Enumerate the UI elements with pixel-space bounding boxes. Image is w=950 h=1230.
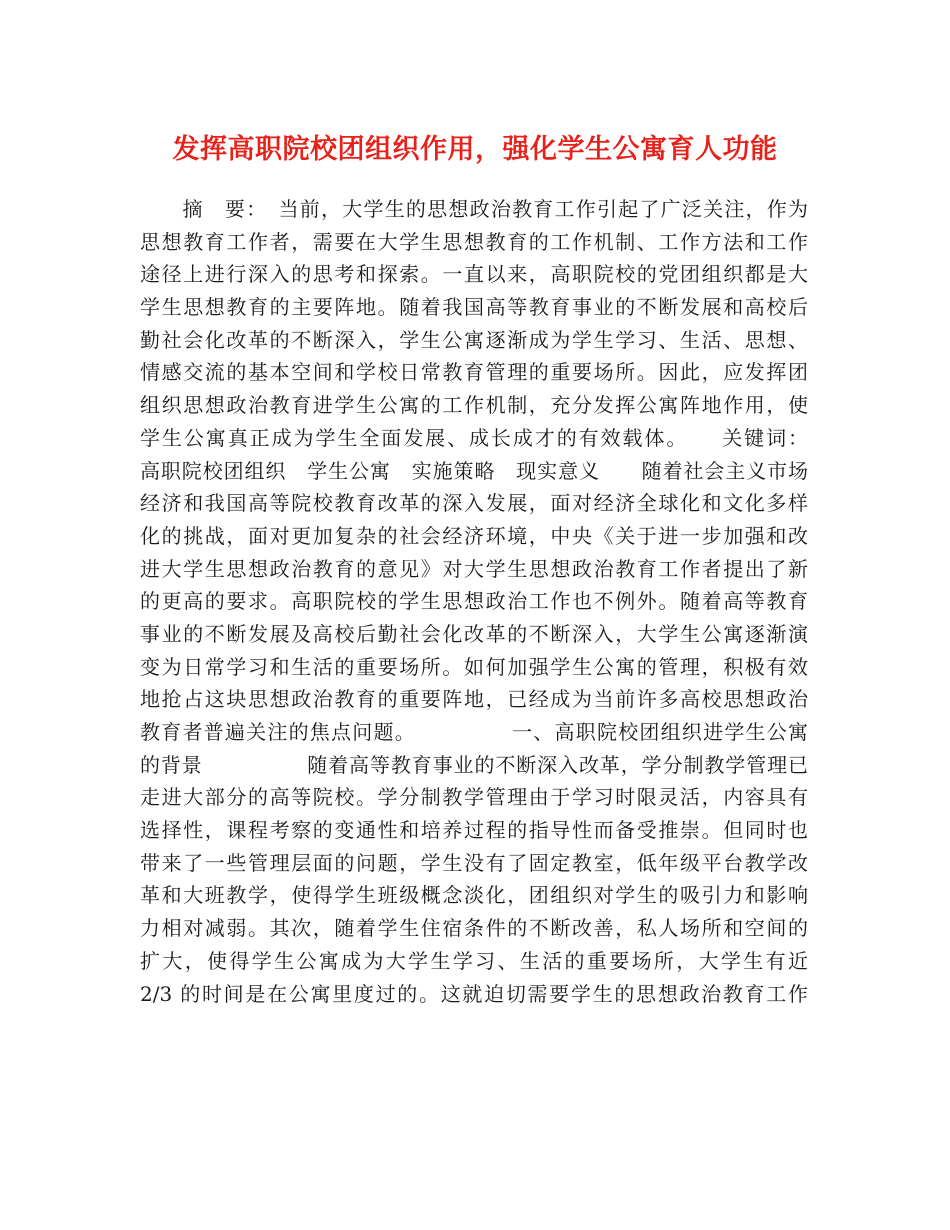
body-line: 革和大班教学，使得学生班级概念淡化，团组织对学生的吸引力和影响 <box>140 883 808 908</box>
body-line: 摘 要： 当前，大学生的思想政治教育工作引起了广泛关注，作为 <box>140 197 808 221</box>
body-line: 化的挑战，面对更加复杂的社会经济环境，中央《关于进一步加强和改 <box>140 523 808 548</box>
body-line: 勤社会化改革的不断深入，学生公寓逐渐成为学生学习、生活、思想、 <box>140 327 808 352</box>
document-body <box>140 193 808 1010</box>
body-line: 学生思想教育的主要阵地。随着我国高等教育事业的不断发展和高校后 <box>140 295 808 320</box>
body-line: 途径上进行深入的思考和探索。一直以来，高职院校的党团组织都是大 <box>140 262 808 287</box>
body-line: 事业的不断发展及高校后勤社会化改革的不断深入，大学生公寓逐渐演 <box>140 621 808 646</box>
body-line: 情感交流的基本空间和学校日常教育管理的重要场所。因此，应发挥团 <box>140 360 808 385</box>
body-line: 2/3 的时间是在公寓里度过的。这就迫切需要学生的思想政治教育工作 <box>140 981 808 1006</box>
body-line: 经济和我国高等院校教育改革的深入发展，面对经济全球化和文化多样 <box>140 491 808 516</box>
body-line: 走进大部分的高等院校。学分制教学管理由于学习时限灵活，内容具有 <box>140 785 808 810</box>
body-line: 的背景 随着高等教育事业的不断深入改革，学分制教学管理已 <box>140 752 808 777</box>
body-line: 选择性，课程考察的变通性和培养过程的指导性而备受推崇。但同时也 <box>140 818 808 843</box>
body-line: 进大学生思想政治教育的意见》对大学生思想政治教育工作者提出了新 <box>140 556 808 581</box>
body-line: 教育者普遍关注的焦点问题。 一、高职院校团组织进学生公寓 <box>140 720 808 744</box>
body-line: 扩大，使得学生公寓成为大学生学习、生活的重要场所，大学生有近 <box>140 948 808 973</box>
body-line: 学生公寓真正成为学生全面发展、成长成才的有效载体。 关键词： <box>140 425 808 450</box>
body-line: 力相对减弱。其次，随着学生住宿条件的不断改善，私人场所和空间的 <box>140 916 808 941</box>
body-line: 高职院校团组织 学生公寓 实施策略 现实意义 随着社会主义市场 <box>140 458 808 483</box>
body-line: 组织思想政治教育进学生公寓的工作机制，充分发挥公寓阵地作用，使 <box>140 393 808 418</box>
body-line: 带来了一些管理层面的问题，学生没有了固定教室，低年级平台教学改 <box>140 850 808 875</box>
body-line: 变为日常学习和生活的重要场所。如何加强学生公寓的管理，积极有效 <box>140 654 808 679</box>
document-title: 发挥高职院校团组织作用，强化学生公寓育人功能 <box>172 134 778 165</box>
body-line: 思想教育工作者，需要在大学生思想教育的工作机制、工作方法和工作 <box>140 229 808 254</box>
body-line: 的更高的要求。高职院校的学生思想政治工作也不例外。随着高等教育 <box>140 589 808 614</box>
body-line: 地抢占这块思想政治教育的重要阵地，已经成为当前许多高校思想政治 <box>140 687 808 712</box>
